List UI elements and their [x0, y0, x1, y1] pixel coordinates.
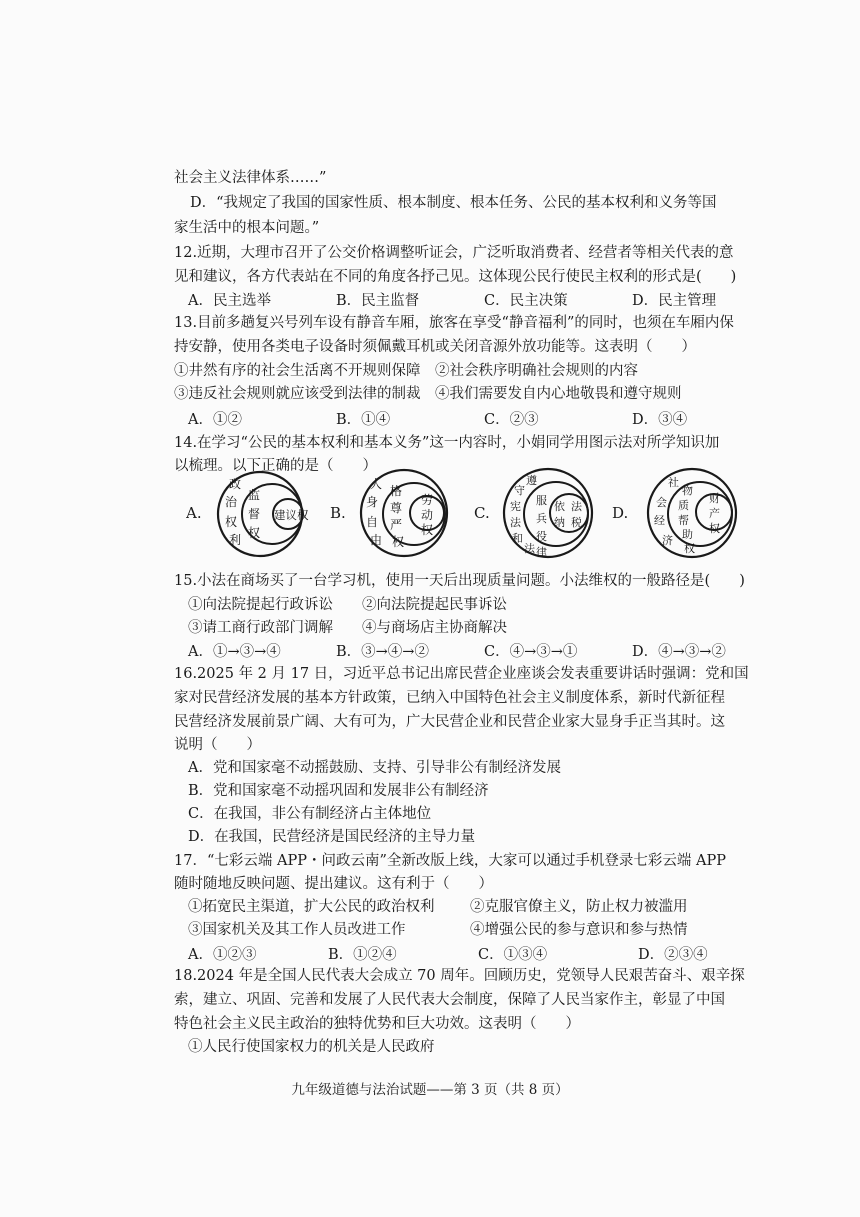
svg-text:税: 税	[571, 516, 582, 529]
svg-text:动: 动	[421, 508, 434, 522]
option-a[interactable]: A．民主选举	[188, 293, 271, 309]
option-d[interactable]: D．民主管理	[632, 293, 717, 309]
question-15-stem: 15.小法在商场买了一台学习机，使用一天后出现质量问题。小法维权的一般路径是( )	[174, 573, 745, 589]
option-c[interactable]: C．在我国，非公有制经济占主体地位	[188, 806, 432, 822]
svg-text:劳: 劳	[421, 493, 434, 507]
question-18-stem: 索，建立、巩固、完善和发展了人民代表大会制度，保障了人民当家作主，彰显了中国	[174, 992, 725, 1008]
svg-text:物: 物	[682, 484, 693, 497]
text-line: 社会主义法律体系……”	[174, 170, 327, 186]
svg-text:督: 督	[248, 507, 261, 521]
option-c[interactable]: C．④→③→①	[484, 644, 578, 660]
question-16-stem: 民营经济发展前景广阔、大有可为，广大民营企业和民营企业家大显身手正当其时。这	[174, 714, 725, 730]
option-b[interactable]: B．③→④→②	[336, 644, 429, 660]
svg-text:律: 律	[536, 546, 547, 559]
svg-text:人: 人	[370, 477, 383, 491]
option-a[interactable]: A．党和国家毫不动摇鼓励、支持、引导非公有制经济发展	[188, 760, 561, 776]
option-a[interactable]: A．①②③	[188, 947, 257, 963]
option-d[interactable]: D．在我国，民营经济是国民经济的主导力量	[188, 829, 476, 845]
question-17-options	[188, 943, 708, 964]
question-13-options	[188, 408, 687, 429]
diagram-option-a[interactable]	[186, 468, 316, 560]
svg-text:由: 由	[370, 533, 383, 547]
question-18-stem: 特色社会主义民主政治的独特优势和巨大功效。这表明（ ）	[174, 1016, 580, 1032]
svg-text:法: 法	[510, 516, 521, 529]
page-footer: 九年级道德与法治试题——第 3 页（共 8 页）	[291, 1082, 569, 1098]
svg-text:建议权: 建议权	[274, 508, 309, 522]
svg-text:法: 法	[524, 542, 535, 555]
svg-text:守: 守	[514, 484, 525, 497]
svg-text:权: 权	[421, 523, 434, 537]
svg-text:D.: D.	[612, 504, 629, 522]
svg-text:严: 严	[390, 518, 403, 532]
question-13-stem: 持安静，使用各类电子设备时须佩戴耳机或关闭音源外放功能等。这表明（ ）	[174, 339, 696, 355]
svg-text:服: 服	[536, 494, 547, 507]
svg-text:权: 权	[225, 515, 238, 529]
option-b[interactable]: B．民主监督	[336, 293, 420, 309]
diagram-option-d[interactable]	[612, 466, 744, 560]
svg-text:权: 权	[392, 535, 405, 549]
svg-text:经: 经	[654, 514, 665, 527]
option-b[interactable]: B．①④	[336, 412, 391, 428]
question-17-stem: 17．“七彩云端 APP・问政云南”全新改版上线，大家可以通过手机登录七彩云端 APP	[174, 853, 726, 869]
diagram-option-b[interactable]	[330, 466, 460, 560]
question-17-statement: ④增强公民的参与意识和参与热情	[470, 922, 688, 938]
diagram-option-c[interactable]	[474, 466, 608, 560]
option-a[interactable]: A．①→③→④	[188, 644, 281, 660]
svg-text:监: 监	[248, 488, 261, 502]
svg-text:质: 质	[678, 499, 689, 512]
svg-text:尊: 尊	[390, 501, 403, 515]
question-17-statement: ①拓宽民主渠道，扩大公民的政治权利	[188, 899, 435, 915]
option-d[interactable]: D．②③④	[638, 947, 708, 963]
svg-text:和: 和	[512, 532, 523, 545]
svg-text:财: 财	[709, 492, 720, 505]
question-12-options	[188, 289, 716, 310]
svg-text:自: 自	[366, 515, 379, 529]
question-15-statements: ③请工商行政部门调解 ④与商场店主协商解决	[188, 620, 507, 636]
question-13-statements: ①井然有序的社会生活离不开规则保障 ②社会秩序明确社会规则的内容	[174, 363, 638, 379]
question-18-stem: 18.2024 年是全国人民代表大会成立 70 周年。回顾历史，党领导人民艰苦奋斗、艰辛探	[174, 968, 745, 984]
question-16-stem: 16.2025 年 2 月 17 日，习近平总书记出席民营企业座谈会发表重要讲话时强调：党和国	[174, 666, 749, 682]
option-c[interactable]: C．民主决策	[484, 293, 568, 309]
question-17-statement: ②克服官僚主义，防止权力被滥用	[470, 899, 688, 915]
option-c[interactable]: C．②③	[484, 412, 539, 428]
svg-text:C.: C.	[474, 504, 490, 522]
option-c[interactable]: C．①③④	[478, 947, 548, 963]
option-d[interactable]: D．③④	[632, 412, 688, 428]
question-16-stem: 家对民营经济发展的基本方针政策，已纳入中国特色社会主义制度体系，新时代新征程	[174, 690, 725, 706]
question-14-stem: 14.在学习“公民的基本权利和基本义务”这一内容时，小娟同学用图示法对所学知识加	[174, 435, 720, 451]
svg-text:宪: 宪	[510, 500, 521, 513]
svg-text:兵: 兵	[536, 512, 547, 525]
question-12-stem: 见和建议，各方代表站在不同的角度各抒己见。这体现公民行使民主权利的形式是( )	[174, 269, 737, 285]
svg-text:法: 法	[571, 500, 582, 513]
svg-text:纳: 纳	[554, 516, 565, 529]
question-16-stem: 说明（ ）	[174, 737, 261, 753]
svg-text:济: 济	[662, 534, 673, 547]
option-b[interactable]: B．①②④	[328, 947, 397, 963]
svg-text:遵: 遵	[526, 474, 537, 487]
diagram-label: A.	[186, 504, 202, 522]
text-line: 家生活中的根本问题。”	[174, 220, 320, 236]
svg-text:利: 利	[229, 533, 242, 547]
svg-text:格: 格	[390, 484, 403, 498]
svg-text:身: 身	[366, 495, 379, 509]
svg-text:助: 助	[682, 528, 693, 541]
svg-text:B.: B.	[330, 504, 346, 522]
svg-text:社: 社	[668, 476, 679, 489]
question-18-statement: ①人民行使国家权力的机关是人民政府	[188, 1039, 435, 1055]
question-17-statement: ③国家机关及其工作人员改进工作	[188, 922, 406, 938]
svg-text:权: 权	[248, 526, 261, 540]
question-17-stem: 随时随地反映问题、提出建议。这有利于（ ）	[174, 876, 493, 892]
option-b[interactable]: B．党和国家毫不动摇巩固和发展非公有制经济	[188, 783, 489, 799]
question-15-statements: ①向法院提起行政诉讼 ②向法院提起民事诉讼	[188, 597, 507, 613]
question-12-stem: 12.近期，大理市召开了公交价格调整听证会，广泛听取消费者、经营者等相关代表的意	[174, 245, 734, 261]
svg-text:权: 权	[684, 542, 695, 555]
svg-text:役: 役	[536, 530, 547, 543]
option-a[interactable]: A．①②	[188, 412, 242, 428]
svg-text:政: 政	[229, 477, 242, 491]
svg-text:依: 依	[554, 500, 565, 513]
question-15-options	[188, 640, 726, 661]
svg-text:帮: 帮	[678, 514, 689, 527]
svg-text:产: 产	[709, 507, 720, 520]
svg-text:治: 治	[225, 495, 238, 509]
text-line: D．“我规定了我国的国家性质、根本制度、根本任务、公民的基本权利和义务等国	[190, 195, 717, 211]
question-13-stem: 13.目前多趟复兴号列车设有静音车厢，旅客在享受“静音福利”的同时，也须在车厢内保	[174, 315, 734, 331]
question-14-stem: 以梳理。以下正确的是（ ）	[174, 458, 377, 474]
svg-text:会: 会	[656, 496, 667, 509]
svg-text:权: 权	[709, 522, 720, 535]
question-13-statements: ③违反社会规则就应该受到法律的制裁 ④我们需要发自内心地敬畏和遵守规则	[174, 386, 682, 402]
option-d[interactable]: D．④→③→②	[632, 644, 726, 660]
